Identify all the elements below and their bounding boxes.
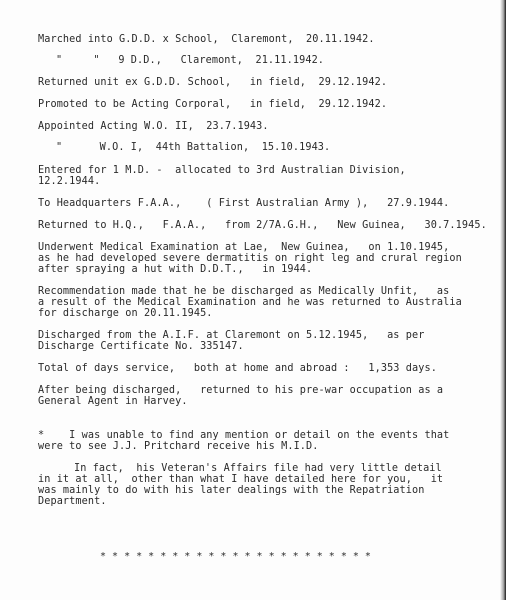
- line-entered-1md-date: 12.2.1944.: [38, 176, 101, 187]
- line-medical-exam-1: Underwent Medical Examination at Lae, New Guinea, on 1.10.1945,: [38, 242, 450, 253]
- line-discharged-1: Discharged from the A.I.F. at Claremont on 5.12.1945, as per: [38, 330, 425, 341]
- footer-stars: * * * * * * * * * * * * * * * * * * * * * * *: [100, 551, 371, 562]
- line-after-discharge-2: General Agent in Harvey.: [38, 396, 188, 407]
- line-9-dd: " " 9 D.D., Claremont, 21.11.1942.: [56, 55, 325, 66]
- line-medical-exam-2: as he had developed severe dermatitis on right leg and crural region: [38, 253, 462, 264]
- line-promoted-corporal: Promoted to be Acting Corporal, in field, 29.12.1942.: [38, 99, 388, 110]
- line-recommendation-2: a result of the Medical Examination and he was returned to Australia: [38, 297, 462, 308]
- line-to-headquarters: To Headquarters F.A.A., ( First Australian Army ), 27.9.1944.: [38, 198, 450, 209]
- line-wo1: " W.O. I, 44th Battalion, 15.10.1943.: [56, 142, 331, 153]
- line-discharged-2: Discharge Certificate No. 335147.: [38, 341, 244, 352]
- line-appointed-wo2: Appointed Acting W.O. II, 23.7.1943.: [38, 121, 269, 132]
- line-recommendation-1: Recommendation made that he be discharged as Medically Unfit, as: [38, 286, 450, 297]
- line-marched-into-school: Marched into G.D.D. x School, Claremont, 20.11.1942.: [38, 34, 375, 45]
- page-edge-shadow: [500, 0, 506, 600]
- line-returned-hq: Returned to H.Q., F.A.A., from 2/7A.G.H., New Guinea, 30.7.1945.: [38, 220, 487, 231]
- line-medical-exam-3: after spraying a hut with D.D.T., in 1944.: [38, 264, 313, 275]
- line-infact-3: was mainly to do with his later dealings with the Repatriation: [38, 485, 425, 496]
- line-footnote-1: * I was unable to find any mention or detail on the events that: [38, 430, 450, 441]
- line-infact-4: Department.: [38, 496, 107, 507]
- line-infact-1: In fact, his Veteran's Affairs file had very little detail: [74, 463, 442, 474]
- line-returned-unit: Returned unit ex G.D.D. School, in field, 29.12.1942.: [38, 77, 388, 88]
- line-infact-2: in it at all, other than what I have detailed here for you, it: [38, 474, 444, 485]
- line-footnote-2: were to see J.J. Pritchard receive his M.I.D.: [38, 441, 319, 452]
- line-after-discharge-1: After being discharged, returned to his pre-war occupation as a: [38, 385, 444, 396]
- line-total-days: Total of days service, both at home and abroad : 1,353 days.: [38, 363, 437, 374]
- line-recommendation-3: for discharge on 20.11.1945.: [38, 308, 213, 319]
- line-entered-1md: Entered for 1 M.D. - allocated to 3rd Australian Division,: [38, 165, 406, 176]
